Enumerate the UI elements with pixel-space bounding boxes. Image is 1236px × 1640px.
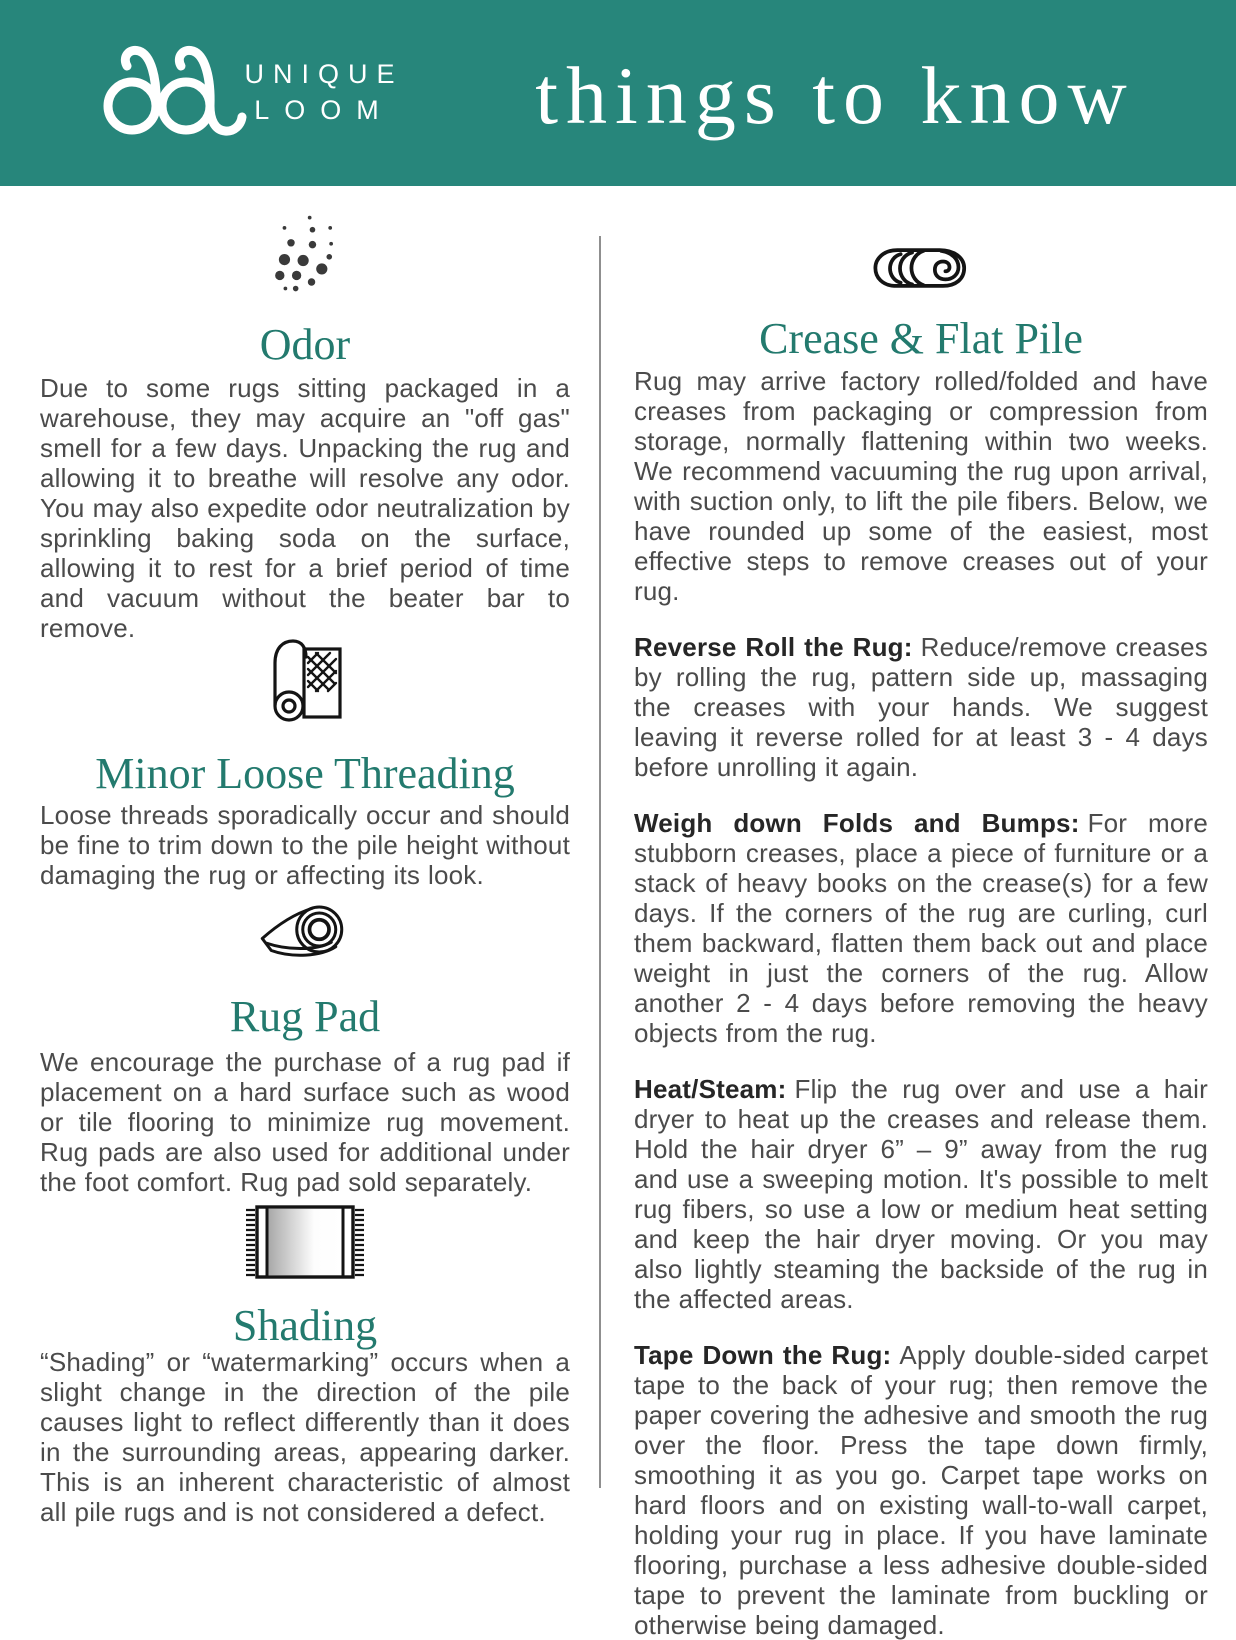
tip-tape-down-text: Apply double-sided carpet tape to the back of your rug; then remove the paper covering the adhesive and smooth the rug over the floor. Press the tape down firmly, smoothing it as you go. Carpet tape works on hard floors and on existing wall-to-wall carpet, holding your rug in place. If you have laminate flooring, purchase a less adhesive double-sided tape to prevent the laminate from buckling or otherwise being damaged.	[634, 1340, 1208, 1640]
rolled-rug-corner-icon	[40, 637, 570, 729]
shading-heading: Shading	[232, 1301, 378, 1350]
brand-line-unique: UNIQUE	[244, 59, 404, 89]
unique-loom-logo-icon	[98, 40, 248, 144]
tip-reverse-roll-label: Reverse Roll the Rug:	[634, 632, 913, 662]
rug-pad-body: We encourage the purchase of a rug pad if placement on a hard surface such as wood or tile flooring to minimize rug movement. Rug pads are also used for additional under the foot comfort. Rug pad sold separately.	[40, 1047, 570, 1197]
section-rug-pad	[40, 904, 570, 1197]
odor-particles-icon	[40, 212, 570, 296]
tip-heat-steam	[634, 1074, 1208, 1314]
odor-body: Due to some rugs sitting packaged in a warehouse, they may acquire an "off gas" smell for a few days. Unpacking the rug and allowing it to breathe will resolve any odor. You may also expedite odor neutralization by sprinkling baking soda on the surface, allowing it to rest for a brief period of time and vacuum without the beater bar to remove.	[40, 373, 570, 643]
crease-intro: Rug may arrive factory rolled/folded and have creases from packaging or compression from storage, normally flattening within two weeks. We recommend vacuuming the rug upon arrival, with suction only, to lift the pile fibers. Below, we have rounded up some of the easiest, most effective steps to remove creases out of your rug.	[634, 366, 1208, 606]
left-column	[40, 186, 570, 1527]
page-title: things to know	[535, 50, 1135, 141]
brand-name	[244, 56, 404, 128]
tip-tape-down	[634, 1340, 1208, 1640]
rug-pad-heading: Rug Pad	[229, 992, 381, 1041]
tip-weigh-down-text: For more stubborn creases, place a piece of furniture or a stack of heavy books on the crease(s) for a few days. If the corners of the rug are curling, curl them backward, flatten them back out and place weight in just the corners of the rug. Allow another 2 - 4 days before removing the heavy objects from the rug.	[634, 808, 1209, 1048]
tip-reverse-roll	[634, 632, 1208, 782]
right-column	[634, 186, 1208, 1640]
shaded-rug-icon	[40, 1203, 570, 1281]
tip-weigh-down-label: Weigh down Folds and Bumps:	[634, 808, 1080, 838]
loose-threading-heading: Minor Loose Threading	[95, 749, 515, 798]
loose-threading-body: Loose threads sporadically occur and should be fine to trim down to the pile height without damaging the rug or affecting its look.	[40, 800, 570, 890]
section-odor	[40, 212, 570, 643]
brand-line-loom: LOOM	[254, 95, 394, 125]
rolled-rug-side-icon	[634, 246, 1208, 290]
tip-weigh-down	[634, 808, 1208, 1048]
tip-heat-steam-label: Heat/Steam:	[634, 1074, 787, 1104]
shading-body: “Shading” or “watermarking” occurs when a slight change in the direction of the pile causes light to reflect differently than it does in the surrounding areas, appearing darker. This is an inherent characteristic of almost all pile rugs and is not considered a defect.	[40, 1347, 570, 1527]
rug-pad-roll-icon	[40, 904, 570, 964]
column-divider	[599, 236, 601, 1488]
section-loose-threading	[40, 637, 570, 890]
tip-tape-down-label: Tape Down the Rug:	[634, 1340, 892, 1370]
tip-heat-steam-text: Flip the rug over and use a hair dryer to heat up the creases and release them. Hold the hair dryer 6” – 9” away from the rug and use a sweeping motion. It's possible to melt rug fibers, so use a low or medium heat setting and keep the hair dryer moving. Or you may also lightly steaming the backside of the rug in the affected areas.	[634, 1074, 1208, 1314]
odor-heading: Odor	[259, 320, 351, 369]
tip-reverse-roll-text: Reduce/remove creases by rolling the rug, pattern side up, massaging the creases with your hands. We suggest leaving it reverse rolled for at least 3 - 4 days before unrolling it again.	[634, 632, 1208, 782]
crease-flat-pile-heading: Crease & Flat Pile	[759, 314, 1083, 363]
banner	[0, 0, 1236, 186]
section-shading	[40, 1203, 570, 1527]
